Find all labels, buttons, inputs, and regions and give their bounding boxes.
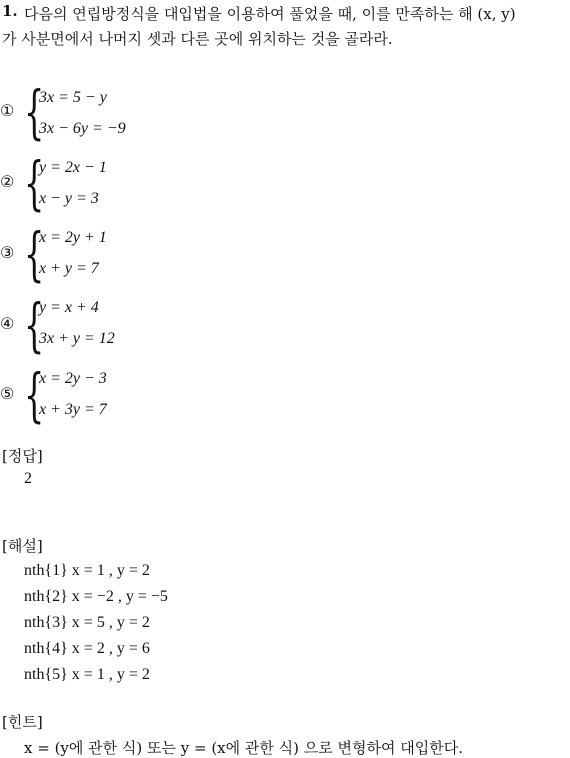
equation-1: y = x + 4 [39,299,99,316]
option-marker: ② [0,172,15,191]
equation-2: x + y = 7 [39,260,99,277]
explanation-line: nth{2} x = −2 , y = −5 [24,588,168,605]
option-marker: ① [0,101,15,120]
left-brace: { [24,291,45,359]
equation-2: 3x + y = 12 [39,330,115,347]
left-brace: { [24,149,45,217]
left-brace: { [24,220,45,288]
equation-2: x − y = 3 [39,190,99,207]
option-marker: ③ [0,243,15,262]
question-text-line1: 다음의 연립방정식을 대입법을 이용하여 풀었을 때, 이를 만족하는 해 (x, y) [24,5,516,23]
left-brace: { [24,78,45,146]
equation-1: 3x = 5 − y [39,89,107,106]
explanation-label: [해설] [2,537,43,555]
answer-label: [정답] [2,447,43,465]
option-marker: ⑤ [0,384,15,403]
question-number: 1. [2,2,18,20]
explanation-line: nth{1} x = 1 , y = 2 [24,562,150,579]
explanation-line: nth{5} x = 1 , y = 2 [24,666,150,683]
equation-1: x = 2y + 1 [39,229,107,246]
hint-label: [힌트] [2,713,43,731]
equation-1: x = 2y − 3 [39,370,107,387]
explanation-line: nth{4} x = 2 , y = 6 [24,640,150,657]
question-text-line2: 가 사분면에서 나머지 셋과 다른 곳에 위치하는 것을 골라라. [2,30,393,48]
equation-1: y = 2x − 1 [39,159,107,176]
equation-2: x + 3y = 7 [39,401,107,418]
explanation-line: nth{3} x = 5 , y = 2 [24,614,150,631]
hint-text: x = (y에 관한 식) 또는 y = (x에 관한 식) 으로 변형하여 대입한다. [24,739,463,757]
left-brace: { [24,361,45,429]
equation-2: 3x − 6y = −9 [39,120,126,137]
option-marker: ④ [0,314,15,333]
answer-value: 2 [24,470,32,487]
